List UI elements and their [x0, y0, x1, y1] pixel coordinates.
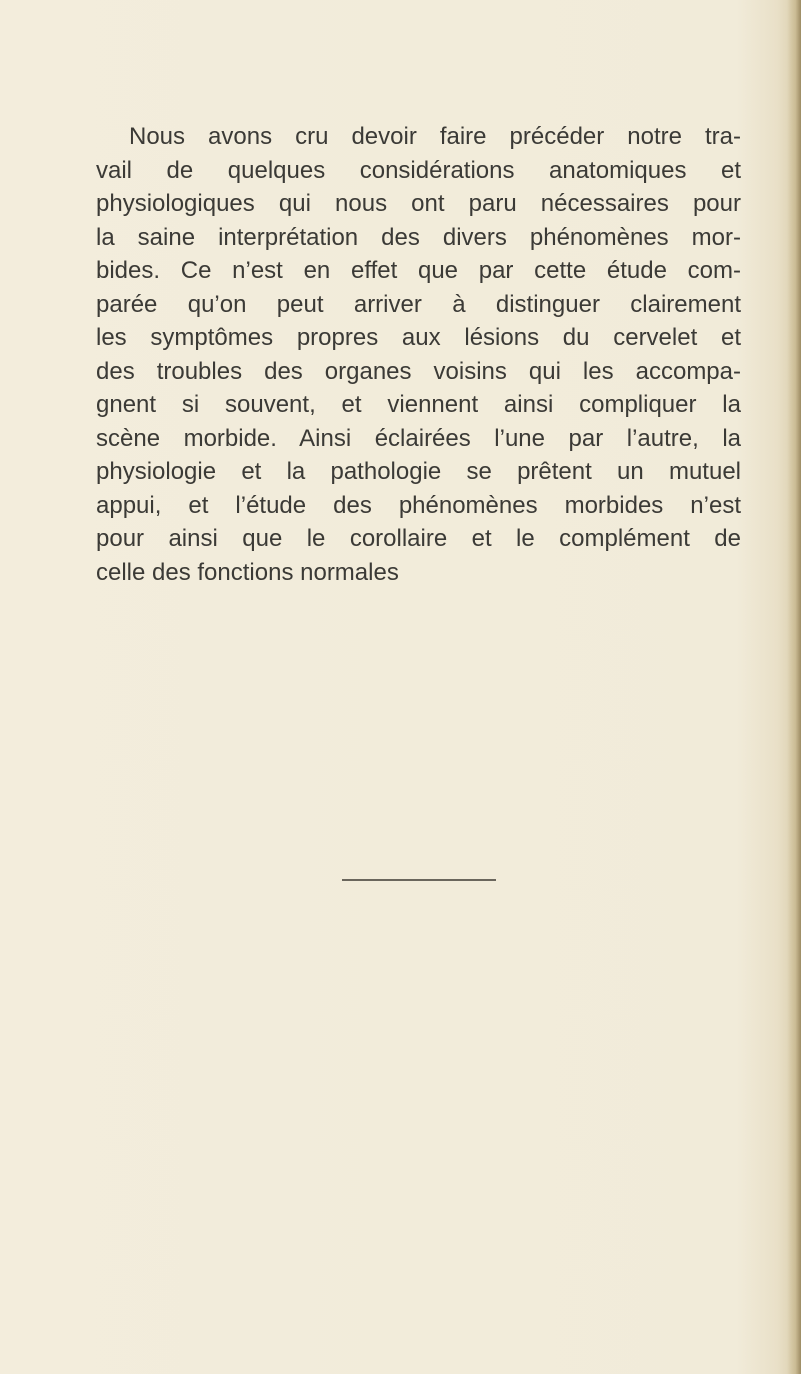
- page-edge-shadow: [787, 0, 801, 1374]
- paragraph-line: parée qu’on peut arriver à distinguer clairement: [96, 290, 741, 318]
- paragraph-line: bides. Ce n’est en effet que par cette étude com-: [96, 257, 741, 284]
- paragraph-line: gnent si souvent, et viennent ainsi compliquer la: [96, 391, 741, 418]
- paragraph-line: des troubles des organes voisins qui les accompa-: [96, 357, 741, 385]
- paragraph-line: les symptômes propres aux lésions du cervelet et: [96, 324, 741, 351]
- paragraph-line: vail de quelques considérations anatomiques et: [96, 156, 741, 184]
- paragraph-line: la saine interprétation des divers phénomènes mor-: [96, 223, 741, 251]
- section-divider-rule: [342, 879, 496, 881]
- paragraph-line: physiologiques qui nous ont paru nécessaires pour: [96, 190, 741, 217]
- paragraph-line: physiologie et la pathologie se prêtent un mutuel: [96, 458, 741, 485]
- body-paragraph: [96, 120, 741, 589]
- paragraph-line: pour ainsi que le corollaire et le complément de: [96, 525, 741, 552]
- paragraph-line: appui, et l’étude des phénomènes morbides n’est: [96, 491, 741, 519]
- paragraph-line: scène morbide. Ainsi éclairées l’une par l’autre, la: [96, 424, 741, 452]
- paragraph-line: Nous avons cru devoir faire précéder notre tra-: [129, 123, 741, 150]
- paragraph-line-last: celle des fonctions normales: [96, 558, 399, 586]
